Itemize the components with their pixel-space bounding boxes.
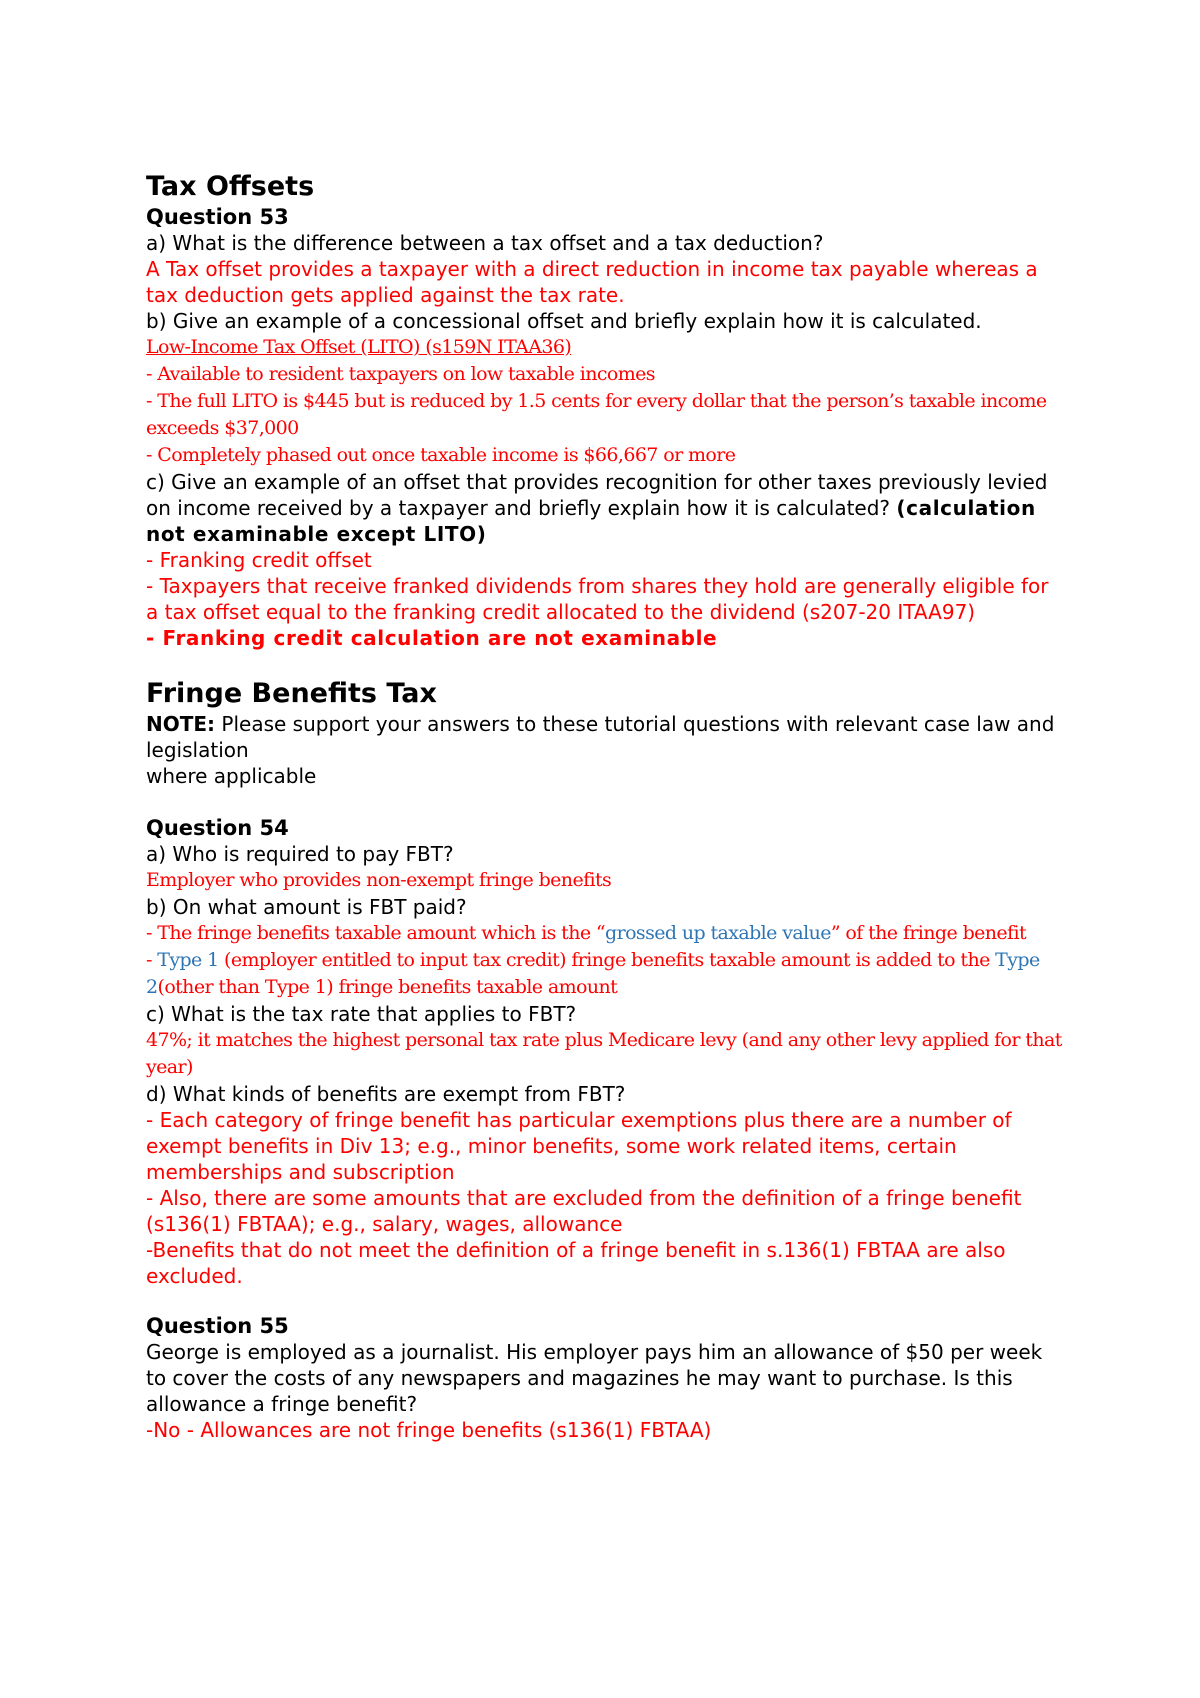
spacer: [146, 651, 1066, 677]
question-54-b: b) On what amount is FBT paid?: [146, 895, 467, 919]
answer-53-c-line-2: - Taxpayers that receive franked dividends from shares they hold are generally eligible for a tax offset equal to the franking credit allocated to the dividend (s207-20 ITAA97): [146, 574, 1049, 624]
answer-54-b-type1: Type 1: [157, 949, 219, 971]
answer-53-a: A Tax offset provides a taxpayer with a direct reduction in income tax payable whereas a tax deduction gets applied against the tax rate.: [146, 257, 1038, 307]
answer-54-d-line-3: -Benefits that do not meet the definition of a fringe benefit in s.136(1) FBTAA are also excluded.: [146, 1238, 1006, 1288]
answer-54-b-line-2-dash: -: [146, 949, 158, 971]
spacer: [146, 1289, 1066, 1313]
fbt-note: [146, 711, 1066, 763]
answer-54-a: Employer who provides non-exempt fringe benefits: [146, 869, 612, 891]
question-53-a: a) What is the difference between a tax offset and a tax deduction?: [146, 231, 824, 255]
answer-54-b-line-2-mid: (employer entitled to input tax credit) fringe benefits taxable amount is added to the: [218, 949, 996, 971]
answer-54-c: 47%; it matches the highest personal tax rate plus Medicare levy (and any other levy applied for that year): [146, 1029, 1062, 1078]
answer-53-b-title: Low-Income Tax Offset (LITO) (s159N ITAA36): [146, 336, 572, 358]
answer-54-b-line-1-pre: - The fringe benefits taxable amount which is the “: [146, 922, 606, 944]
spacer: [146, 789, 1066, 815]
question-54-title: Question 54: [146, 816, 289, 840]
question-53-b: b) Give an example of a concessional offset and briefly explain how it is calculated.: [146, 309, 982, 333]
question-54-c: c) What is the tax rate that applies to FBT?: [146, 1002, 577, 1026]
section-title-tax-offsets: Tax Offsets: [146, 171, 315, 202]
answer-53-b-line-3: - Completely phased out once taxable income is $66,667 or more: [146, 444, 736, 466]
question-54-d: d) What kinds of benefits are exempt from FBT?: [146, 1082, 626, 1106]
answer-55: -No - Allowances are not fringe benefits (s136(1) FBTAA): [146, 1418, 712, 1442]
question-55-text: George is employed as a journalist. His employer pays him an allowance of $50 per week to cover the costs of any newspapers and magazines he may want to purchase. Is this allowance a fringe benefit?: [146, 1340, 1043, 1416]
answer-54-b-line-1: [146, 920, 1066, 947]
answer-54-b-line-1-post: ” of the fringe benefit: [830, 922, 1027, 944]
answer-54-b-line-2-post: (other than Type 1) fringe benefits taxable amount: [157, 976, 618, 998]
question-55-title: Question 55: [146, 1314, 289, 1338]
question-53-c: [146, 469, 1066, 547]
question-53-c-text: c) Give an example of an offset that provides recognition for other taxes previously levied on income received by a taxpayer and briefly explain how it is calculated?: [146, 470, 1048, 520]
question-53-title: Question 53: [146, 205, 289, 229]
answer-54-d-line-1: - Each category of fringe benefit has particular exemptions plus there are a number of exempt benefits in Div 13; e.g., minor benefits, some work related items, certain memberships and subscription: [146, 1108, 1012, 1184]
answer-53-c-line-1: - Franking credit offset: [146, 548, 372, 572]
answer-54-b-type2: Type 2: [146, 949, 1040, 998]
answer-53-b-line-1: - Available to resident taxpayers on low taxable incomes: [146, 363, 655, 385]
answer-54-d-line-2: - Also, there are some amounts that are excluded from the definition of a fringe benefit (s136(1) FBTAA); e.g., salary, wages, allowance: [146, 1186, 1022, 1236]
fbt-note-label: NOTE:: [146, 712, 216, 736]
question-53-c-note: (calculation not examinable except LITO): [146, 496, 1036, 546]
fbt-note-text: Please support your answers to these tutorial questions with relevant case law and legislation: [146, 712, 1055, 762]
document-page: [146, 170, 1066, 1443]
section-title-fbt: Fringe Benefits Tax: [146, 678, 437, 709]
answer-54-b-line-2: [146, 947, 1066, 1001]
question-54-a: a) Who is required to pay FBT?: [146, 842, 454, 866]
fbt-note-line-2: where applicable: [146, 764, 317, 788]
answer-53-b-line-2: - The full LITO is $445 but is reduced by 1.5 cents for every dollar that the person’s taxable income exceeds $37,000: [146, 390, 1047, 439]
answer-54-b-highlight: grossed up taxable value: [605, 922, 831, 944]
answer-53-c-line-3: - Franking credit calculation are not examinable: [146, 626, 718, 650]
